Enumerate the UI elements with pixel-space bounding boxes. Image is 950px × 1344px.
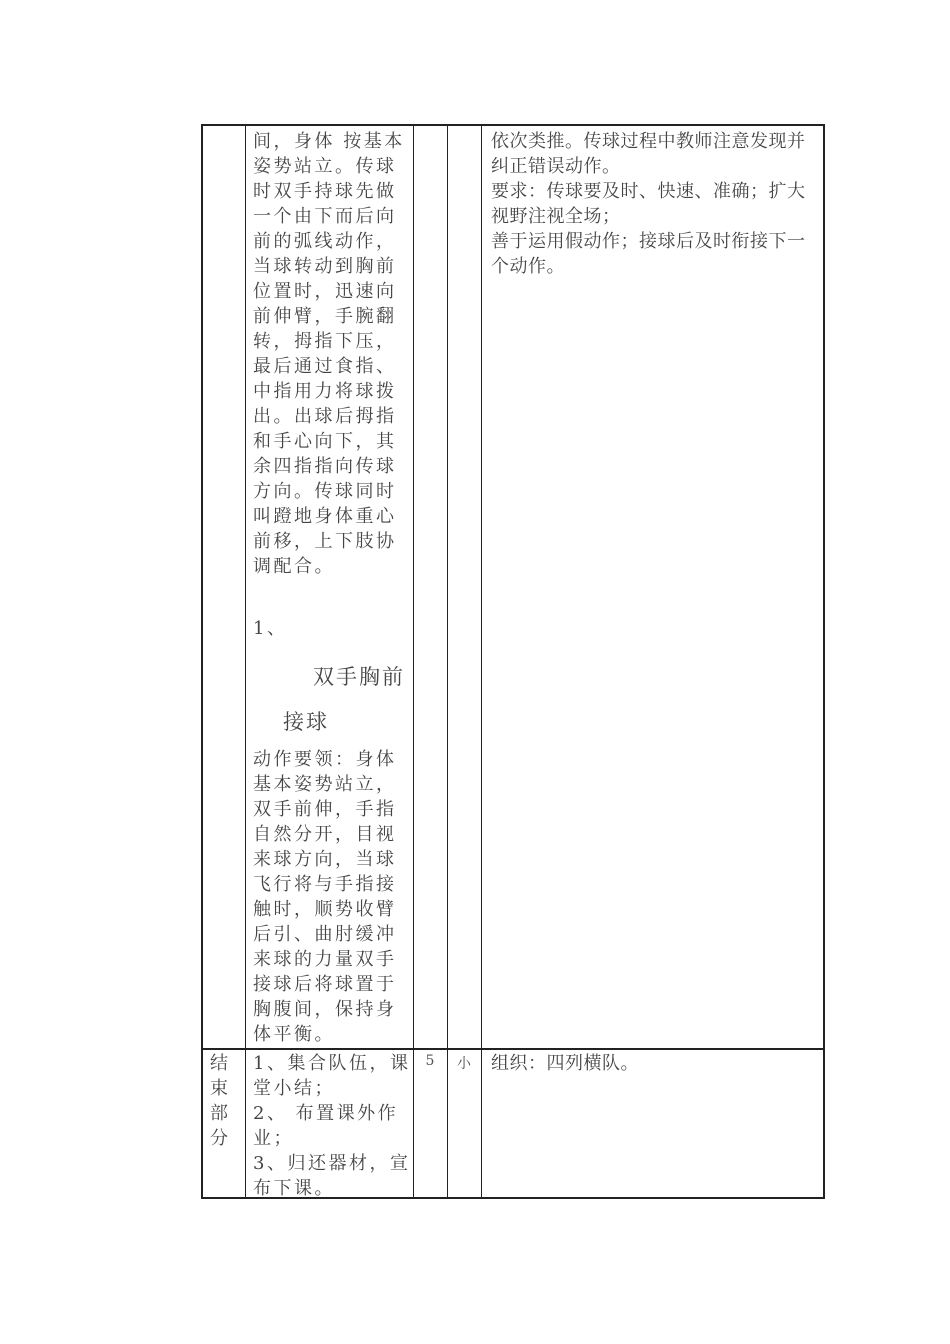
item-line: 业；: [253, 1128, 294, 1149]
text-line: 触时，顺势收臂: [253, 899, 397, 920]
item-line: 2、 布置课外作: [253, 1103, 399, 1124]
label-char: 分: [210, 1128, 228, 1149]
text-line: 动作要领：身体: [253, 749, 397, 770]
intensity-value: 小: [457, 1056, 471, 1072]
item-line: 堂小结；: [253, 1078, 335, 1099]
text-line: 纠正错误动作。: [491, 156, 621, 177]
label-char: 部: [210, 1103, 228, 1124]
text-line: 后引、曲肘缓冲: [253, 924, 397, 945]
closing-organization: 组织：四列横队。: [491, 1053, 639, 1074]
text-line: 余四指指向传球: [253, 456, 397, 477]
column-divider: [447, 126, 448, 1197]
item-line: 布下课。: [253, 1178, 335, 1199]
text-line: 和手心向下，其: [253, 431, 397, 452]
column-divider: [413, 126, 414, 1197]
text-line: 姿势站立。传球: [253, 156, 397, 177]
column-divider: [481, 126, 482, 1197]
text-line: 位置时，迅速向: [253, 281, 397, 302]
row-divider: [203, 1048, 823, 1050]
text-line: 基本姿势站立，: [253, 774, 397, 795]
item-line: 3、归还器材，宣: [253, 1153, 411, 1174]
text-line: 飞行将与手指接: [253, 874, 397, 895]
text-line: 叫蹬地身体重心: [253, 506, 397, 527]
text-line: 最后通过食指、: [253, 356, 397, 377]
item-line: 1、集合队伍，课: [253, 1053, 411, 1074]
list-item: [253, 1051, 413, 1101]
text-line: 前伸臂，手腕翻: [253, 306, 397, 327]
label-char: 结: [210, 1053, 228, 1074]
catching-technique-text: [253, 747, 413, 1047]
label-char: 束: [210, 1078, 228, 1099]
text-line: 调配合。: [253, 556, 335, 577]
text-line: 时双手持球先做: [253, 181, 397, 202]
text-line: 转，拇指下压，: [253, 331, 397, 352]
text-line: 接球后将球置于: [253, 974, 397, 995]
text-line: 善于运用假动作；接球后及时衔接下一: [491, 231, 806, 252]
text-line: 来球方向，当球: [253, 849, 397, 870]
text-line: 视野注视全场；: [491, 206, 621, 227]
text-line: 当球转动到胸前: [253, 256, 397, 277]
section-label: [210, 1051, 240, 1151]
closing-items-cell: [253, 1051, 413, 1201]
text-line: 要求：传球要及时、快速、准确；扩大: [491, 181, 806, 202]
section-heading: 双手胸前: [313, 665, 405, 689]
teaching-content-cell: [253, 129, 413, 1047]
text-line: 前的弧线动作，: [253, 231, 397, 252]
column-divider: [245, 126, 246, 1197]
list-item: [253, 1151, 413, 1201]
text-line: 依次类推。传球过程中教师注意发现并: [491, 131, 806, 152]
section-heading: 接球: [283, 710, 329, 734]
list-item: [253, 1101, 413, 1151]
text-line: 间，身体 按基本: [253, 131, 405, 152]
lesson-plan-table: [201, 124, 825, 1199]
text-line: 出。出球后拇指: [253, 406, 397, 427]
text-line: 个动作。: [491, 256, 565, 277]
text-line: 一个由下而后向: [253, 206, 397, 227]
text-line: 双手前伸，手指: [253, 799, 397, 820]
text-line: 体平衡。: [253, 1024, 335, 1045]
passing-technique-text: [253, 129, 413, 579]
organization-cell: [491, 129, 821, 279]
text-line: 方向。传球同时: [253, 481, 397, 502]
section-number: 1、: [253, 618, 288, 639]
text-line: 自然分开，目视: [253, 824, 397, 845]
text-line: 前移，上下肢协: [253, 531, 397, 552]
time-value: 5: [425, 1053, 435, 1069]
text-line: 胸腹间，保持身: [253, 999, 397, 1020]
text-line: 中指用力将球拨: [253, 381, 397, 402]
text-line: 来球的力量双手: [253, 949, 397, 970]
